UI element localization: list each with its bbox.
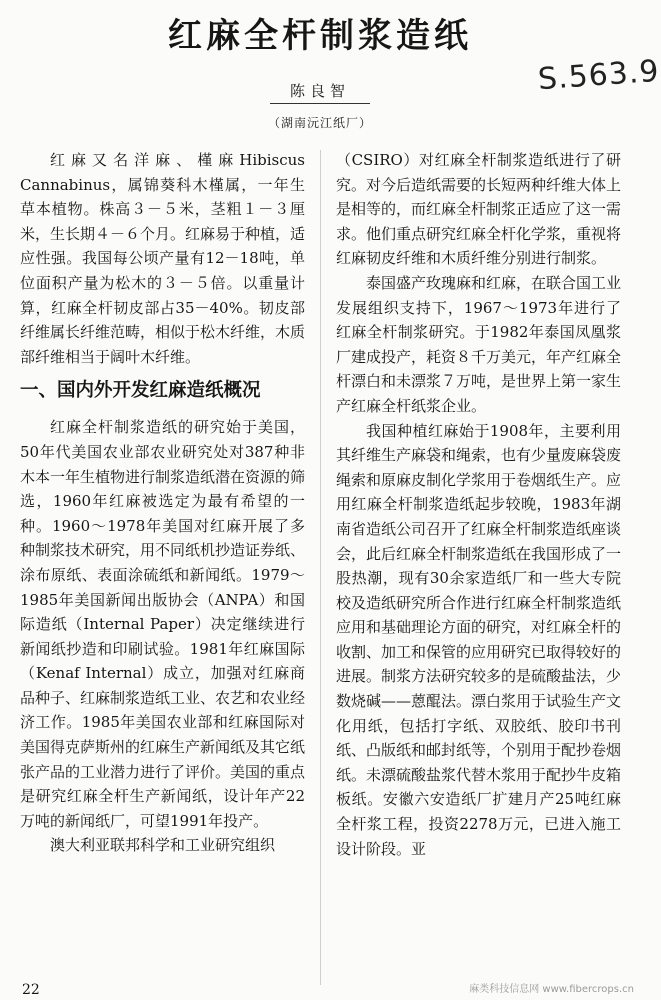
paragraph-china: 我国种植红麻始于1908年，主要利用其纤维生产麻袋和绳索，也有少量废麻袋废绳索和原麻皮制化学浆用于卷烟纸生产。应用红麻全杆制浆造纸起步较晚，1983年湖南省造纸公司召开了红麻全杆制浆造纸座谈会，此后红麻全杆制浆造纸在我国形成了一股热潮，现有30余家造纸厂和一些大专院校及造纸研究所合作进行红麻全杆制浆造纸应用和基础理论方面的研究，对红麻全杆的收割、加工和保管的应用研究已取得较好的进展。制浆方法研究较多的是硫酸盐法，少数烧碱——蒽醌法。漂白浆用于试验生产文化用纸，包括打字纸、双胶纸、胶印书刊纸、凸版纸和邮封纸等，个别用于配抄卷烟纸。未漂硫酸盐浆代替木浆用于配抄牛皮箱板纸。安徽六安造纸厂扩建月产25吨红麻全杆浆工程，投资2278万元，已进入施工设计阶段。亚 (336, 421, 622, 858)
handwritten-note: S.563.9 (536, 53, 661, 98)
author-affiliation: （湖南沅江纸厂） (267, 116, 372, 130)
page-number: 22 (22, 982, 40, 998)
paragraph-us-history: 红麻全杆制浆造纸的研究始于美国，50年代美国农业部农业研究处对387种非木本一年生植物进行制浆造纸潜在资源的筛选，1960年红麻被选定为最有希望的一种。1960～1978年美国对红麻开展了多种制浆技术研究，用不同纸机抄造证券纸、涂布原纸、表面涂硫纸和新闻纸。1979～1985年美国新闻出版协会（ANPA）和国际造纸（Internal Paper）决定继续进行新闻纸抄造和印刷试验。1981年红麻国际（Kenaf Internal）成立，加强对红麻商品种子、红麻制浆造纸工业、农艺和农业经济工作。1985年美国农业部和红麻国际对美国得克萨斯州的红麻生产新闻纸及其它纸张产品的工业潜力进行了评价。美国的重点是研究红麻全杆生产新闻纸，设计年产22万吨的新闻纸厂，可望1991年投产。 (20, 418, 306, 830)
right-column (336, 148, 621, 861)
column-divider (320, 150, 321, 985)
watermark: 麻类科技信息网 www.fibercrops.cn (469, 984, 634, 995)
paragraph-australia: 澳大利亚联邦科学和工业研究组织 (50, 836, 276, 855)
paragraph-intro: 红麻又名洋麻、槿麻Hibiscus Cannabinus，属锦葵科木槿属，一年生草本植物。株高３－５米，茎粗１－３厘米，生长期４－６个月。红麻易于种植，适应性强。我国每公顷产量有12－18吨，单位面积产量为松木的３－５倍。以重量计算，红麻全杆韧皮部占35－40%。韧皮部纤维属长纤维范畴，相似于松木纤维，木质部纤维相当于阔叶木纤维。 (20, 151, 306, 366)
paragraph-thailand: 泰国盛产玫瑰麻和红麻，在联合国工业发展组织支持下，1967～1973年进行了红麻全杆制浆研究。于1982年泰国凤凰浆厂建成投产，耗资８千万美元，年产红麻全杆漂白和未漂浆７万吨，是世界上第一家生产红麻全杆纸浆企业。 (336, 273, 622, 415)
section-heading: 一、国内外开发红麻造纸概况 (20, 380, 261, 402)
author-name: 陈良智 (270, 80, 370, 104)
article-title: 红麻全杆制浆造纸 (168, 16, 472, 56)
left-column (20, 148, 305, 858)
paragraph-csiro: （CSIRO）对红麻全杆制浆造纸进行了研究。对今后造纸需要的长短两种纤维大体上是相等的，而红麻全杆制浆正适应了这一需求。他们重点研究红麻全杆化学浆，重视将红麻韧皮纤维和木质纤维分别进行制浆。 (336, 151, 622, 268)
